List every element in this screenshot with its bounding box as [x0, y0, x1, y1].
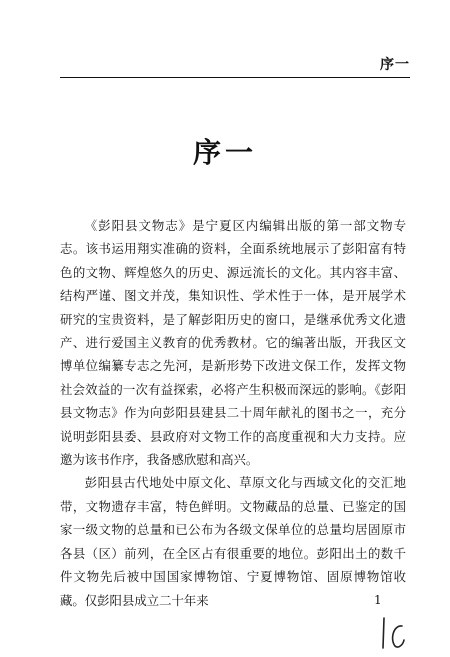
- page-number: 1: [374, 593, 382, 607]
- page-title: 序一: [192, 136, 257, 169]
- paragraph-2: 彭阳县古代地处中原文化、草原文化与西域文化的交汇地带，文物遗存丰富，特色鲜明。文物藏品的总量、已鉴定的国家一级文物的总量和已公布为各级文保单位的总量均居固原市各县（区）前列，在全区占有很重要的地位。彭阳出土的数千件文物先后被中国国家博物馆、宁夏博物馆、固原博物馆收藏。仅彭阳县成立二十年来: [60, 475, 406, 608]
- body-text: [60, 214, 406, 612]
- paragraph-1: 《彭阳县文物志》是宁夏区内编辑出版的第一部文物专志。该书运用翔实准确的资料，全面系统地展示了彭阳富有特色的文物、辉煌悠久的历史、源远流长的文化。其内容丰富、结构严谨、图文并茂，集知识性、学术性于一体，是开展学术研究的宝贵资料，是了解彭阳历史的窗口，是继承优秀文化遗产、进行爱国主义教育的优秀教材。它的编著出版，开我区文博单位编纂专志之先河，是新形势下改进文保工作，发挥文物社会效益的一次有益探索，必将产生积极而深远的影响。《彭阳县文物志》作为向彭阳县建县二十周年献礼的图书之一，充分说明彭阳县委、县政府对文物工作的高度重视和大力支持。应邀为该书作序，我备感欣慰和高兴。: [60, 218, 406, 468]
- header-rule: [60, 77, 410, 78]
- handwritten-page-mark: [378, 612, 408, 652]
- running-head: 序一: [380, 57, 410, 73]
